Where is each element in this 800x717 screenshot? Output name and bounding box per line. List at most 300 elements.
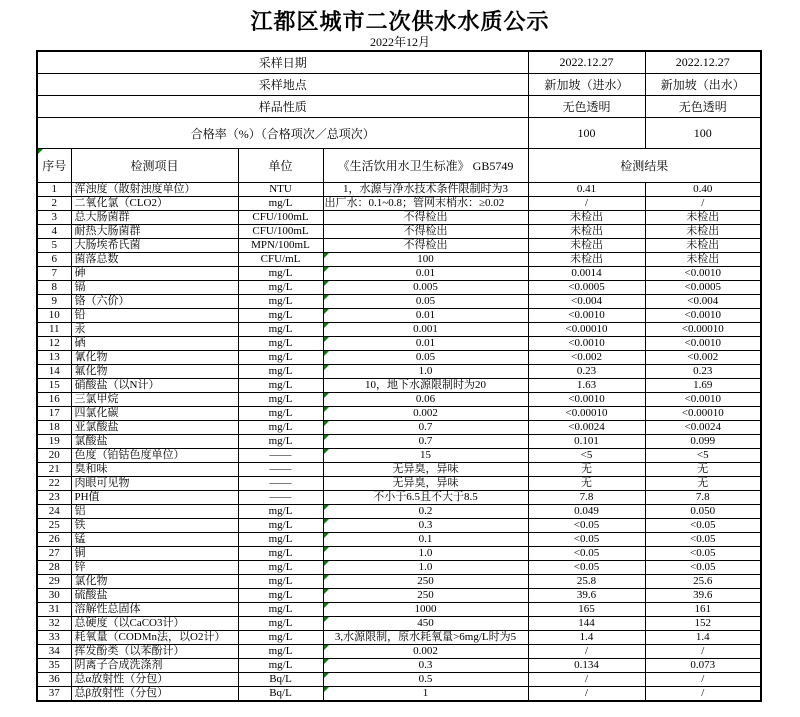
result-outlet-cell-text: 未检出: [686, 253, 720, 265]
item-cell-text: 四氯化碳: [74, 407, 119, 419]
item-cell-text: 总α放射性（分包）: [74, 673, 169, 685]
table-row: [37, 379, 761, 393]
result-outlet-cell-text: 无: [697, 477, 709, 489]
table-row: [37, 309, 761, 323]
col-header-no-label: 序号: [42, 159, 67, 173]
unit-cell-text: NTU: [269, 183, 292, 195]
standard-cell-text: 0.05: [415, 295, 436, 307]
standard-cell: [323, 659, 528, 673]
item-cell-text: 氰化物: [74, 351, 108, 363]
standard-cell-text: 3,水源限制，原水耗氧量>6mg/L时为5: [334, 631, 517, 643]
item-cell: [71, 407, 238, 421]
result-inlet-cell-text: 25.8: [576, 575, 597, 587]
unit-cell-text: Bq/L: [269, 673, 292, 685]
unit-cell: [238, 659, 323, 673]
result-inlet-cell-text: <0.05: [573, 561, 600, 573]
item-cell-text: 大肠埃希氏菌: [74, 239, 141, 251]
unit-cell-text: mg/L: [268, 281, 293, 293]
standard-cell-text: 250: [417, 589, 434, 601]
result-outlet-cell-text: 未检出: [686, 225, 720, 237]
item-cell: [71, 687, 238, 702]
item-cell-text: 汞: [74, 323, 86, 335]
result-outlet-cell: [645, 323, 761, 337]
row-no-cell: [37, 225, 71, 239]
result-inlet-cell: [528, 631, 645, 645]
unit-cell-text: mg/L: [268, 575, 293, 587]
cell-flag-triangle-icon: [324, 547, 329, 552]
item-cell: [71, 253, 238, 267]
item-cell: [71, 477, 238, 491]
standard-cell-text: 0.7: [418, 435, 433, 447]
item-cell: [71, 519, 238, 533]
row-no-cell: [37, 631, 71, 645]
item-cell: [71, 645, 238, 659]
cell-flag-triangle-icon: [324, 519, 329, 524]
standard-cell-text: 出厂水：0.1~0.8；管网末梢水：≥0.02: [324, 197, 505, 209]
item-cell-text: PH值: [74, 491, 100, 503]
result-inlet-cell: [528, 673, 645, 687]
table-row: [37, 547, 761, 561]
standard-cell: [323, 589, 528, 603]
standard-cell-text: 0.06: [415, 393, 436, 405]
standard-cell-text: 250: [417, 575, 434, 587]
item-cell: [71, 281, 238, 295]
item-cell-text: 铝: [74, 505, 86, 517]
standard-cell: [323, 533, 528, 547]
result-inlet-cell: [528, 239, 645, 253]
cell-flag-triangle-icon: [324, 561, 329, 566]
result-outlet-cell-text: <0.05: [690, 533, 716, 545]
row-no-cell-text: 30: [48, 589, 60, 601]
standard-cell-text: 0.01: [415, 267, 436, 279]
result-outlet-cell-text: /: [701, 197, 705, 209]
result-outlet-cell: [645, 575, 761, 589]
summary-row: [37, 74, 761, 96]
result-outlet-cell-text: 39.6: [693, 589, 713, 601]
table-row: [37, 225, 761, 239]
table-row: [37, 323, 761, 337]
row-no-cell-text: 34: [48, 645, 60, 657]
row-no-cell-text: 36: [48, 673, 60, 685]
item-cell: [71, 211, 238, 225]
unit-cell: [238, 365, 323, 379]
standard-cell: [323, 575, 528, 589]
result-outlet-cell: [645, 379, 761, 393]
row-no-cell: [37, 337, 71, 351]
standard-cell: [323, 505, 528, 519]
item-cell: [71, 421, 238, 435]
result-outlet-cell-text: 0.050: [690, 505, 716, 517]
result-inlet-cell: [528, 323, 645, 337]
item-cell-text: 铅: [74, 309, 86, 321]
result-outlet-cell: [645, 491, 761, 505]
result-inlet-cell-text: 无: [581, 463, 593, 475]
table-row: [37, 183, 761, 197]
item-cell-text: 锰: [74, 533, 86, 545]
standard-cell-text: 0.005: [413, 281, 438, 293]
result-outlet-cell: [645, 239, 761, 253]
result-outlet-cell: [645, 267, 761, 281]
standard-cell-text: 0.2: [418, 505, 433, 517]
result-inlet-cell: [528, 379, 645, 393]
unit-cell-text: mg/L: [268, 435, 293, 447]
item-cell: [71, 589, 238, 603]
unit-cell: [238, 379, 323, 393]
unit-cell: [238, 505, 323, 519]
table-row: [37, 197, 761, 211]
cell-flag-triangle-icon: [324, 435, 329, 440]
item-cell-text: 硒: [74, 337, 86, 349]
standard-cell-text: 无异臭，异味: [392, 463, 459, 475]
result-outlet-cell: [645, 659, 761, 673]
unit-cell: [238, 281, 323, 295]
result-inlet-cell: [528, 449, 645, 463]
item-cell-text: 总硬度（以CaCO3计）: [74, 617, 185, 629]
result-inlet-cell: [528, 519, 645, 533]
unit-cell-text: CFU/100mL: [252, 225, 309, 237]
cell-flag-triangle-icon: [324, 267, 329, 272]
unit-cell: [238, 575, 323, 589]
item-cell-text: 色度（铂钴色度单位）: [74, 449, 185, 461]
standard-cell-text: 0.001: [413, 323, 438, 335]
item-cell: [71, 309, 238, 323]
result-outlet-cell: [645, 561, 761, 575]
row-no-cell-text: 5: [51, 239, 57, 251]
unit-cell: [238, 351, 323, 365]
cell-flag-triangle-icon: [324, 533, 329, 538]
result-inlet-cell-text: 144: [578, 617, 595, 629]
cell-flag-triangle-icon: [324, 309, 329, 314]
row-no-cell: [37, 379, 71, 393]
cell-flag-triangle-icon: [324, 365, 329, 370]
row-no-cell-text: 11: [48, 323, 60, 335]
result-inlet-cell-text: <0.05: [573, 519, 600, 531]
result-inlet-cell: [528, 477, 645, 491]
result-outlet-cell-text: <0.00010: [681, 323, 724, 335]
result-outlet-cell-text: 无: [697, 463, 709, 475]
unit-cell-text: mg/L: [268, 365, 293, 377]
row-no-cell-text: 2: [51, 197, 57, 209]
result-inlet-cell-text: /: [584, 197, 589, 209]
result-inlet-cell-text: <0.0005: [568, 281, 605, 293]
row-no-cell: [37, 589, 71, 603]
item-cell-text: 臭和味: [74, 463, 108, 475]
result-outlet-cell: [645, 281, 761, 295]
row-no-cell-text: 37: [48, 687, 60, 699]
table-row: [37, 351, 761, 365]
row-no-cell: [37, 435, 71, 449]
unit-cell: [238, 463, 323, 477]
row-no-cell-text: 12: [48, 337, 60, 349]
result-inlet-cell: [528, 589, 645, 603]
summary-row: [37, 96, 761, 118]
item-cell: [71, 323, 238, 337]
row-no-cell: [37, 477, 71, 491]
item-cell-text: 硫酸盐: [74, 589, 108, 601]
result-outlet-cell-text: 1.4: [695, 631, 710, 643]
cell-flag-triangle-icon: [324, 253, 329, 258]
standard-cell-text: 100: [417, 253, 434, 265]
unit-cell: [238, 603, 323, 617]
unit-cell-text: MPN/100mL: [251, 239, 310, 251]
unit-cell: [238, 393, 323, 407]
result-outlet-cell: [645, 533, 761, 547]
item-cell: [71, 449, 238, 463]
standard-cell-text: 0.5: [418, 673, 433, 685]
unit-cell-text: mg/L: [268, 323, 293, 335]
unit-cell-text: mg/L: [268, 309, 293, 321]
result-outlet-cell: [645, 645, 761, 659]
result-inlet-cell-text: 0.049: [574, 505, 599, 517]
standard-cell-text: 450: [417, 617, 434, 629]
result-outlet-cell: [645, 519, 761, 533]
cell-flag-triangle-icon: [324, 603, 329, 608]
result-outlet-cell-text: <0.05: [690, 561, 716, 573]
row-no-cell-text: 4: [51, 225, 57, 237]
result-outlet-cell: [645, 463, 761, 477]
result-outlet-cell-text: 1.69: [693, 379, 713, 391]
row-no-cell: [37, 673, 71, 687]
unit-cell: [238, 183, 323, 197]
result-outlet-cell: [645, 603, 761, 617]
item-cell-text: 总β放射性（分包）: [74, 687, 169, 699]
cell-flag-triangle-icon: [324, 351, 329, 356]
unit-cell-text: ——: [269, 449, 292, 461]
table-row: [37, 211, 761, 225]
cell-flag-triangle-icon: [324, 281, 329, 286]
result-outlet-cell-text: <0.0010: [684, 337, 721, 349]
item-cell: [71, 463, 238, 477]
cell-flag-triangle-icon: [324, 295, 329, 300]
row-no-cell: [37, 351, 71, 365]
result-outlet-cell-text: <0.0010: [684, 309, 721, 321]
item-cell-text: 阴离子合成洗涤剂: [74, 659, 163, 671]
unit-cell-text: mg/L: [268, 617, 293, 629]
row-no-cell-text: 26: [48, 533, 60, 545]
item-cell-text: 总大肠菌群: [74, 211, 130, 223]
col-header-no: [37, 149, 71, 183]
unit-cell-text: mg/L: [268, 393, 293, 405]
item-cell-text: 耗氧量（CODMn法，以O2计）: [74, 631, 226, 643]
result-inlet-cell: [528, 659, 645, 673]
result-inlet-cell-text: <0.05: [573, 547, 600, 559]
result-outlet-cell: [645, 407, 761, 421]
result-outlet-cell-text: 0.40: [693, 183, 713, 195]
standard-cell-text: 0.7: [418, 421, 433, 433]
result-inlet-cell-text: 39.6: [576, 589, 597, 601]
result-outlet-cell-text: 152: [694, 617, 712, 629]
unit-cell: [238, 491, 323, 505]
item-cell: [71, 197, 238, 211]
standard-cell: [323, 673, 528, 687]
table-row: [37, 687, 761, 702]
row-no-cell-text: 21: [48, 463, 60, 475]
row-no-cell: [37, 659, 71, 673]
result-inlet-cell-text: 0.134: [574, 659, 599, 671]
col-header-standard: [323, 149, 528, 183]
standard-cell: [323, 407, 528, 421]
unit-cell-text: mg/L: [268, 197, 293, 209]
result-outlet-cell: [645, 589, 761, 603]
table-row: [37, 253, 761, 267]
cell-flag-triangle-icon: [324, 421, 329, 426]
item-cell-text: 氯化物: [74, 575, 108, 587]
standard-cell: [323, 281, 528, 295]
result-inlet-cell: [528, 351, 645, 365]
cell-flag-triangle-icon: [324, 393, 329, 398]
result-outlet-cell-text: 0.099: [690, 435, 716, 447]
item-cell-text: 砷: [74, 267, 86, 279]
result-inlet-cell-text: 未检出: [570, 211, 604, 223]
unit-cell-text: CFU/100mL: [252, 211, 309, 223]
row-no-cell-text: 24: [48, 505, 60, 517]
row-no-cell: [37, 561, 71, 575]
summary-value: 新加坡（出水）: [645, 74, 761, 96]
unit-cell: [238, 631, 323, 645]
standard-cell-text: 0.3: [418, 659, 433, 671]
item-cell: [71, 225, 238, 239]
standard-cell-text: 不得检出: [403, 211, 448, 223]
standard-cell: [323, 379, 528, 393]
row-no-cell: [37, 449, 71, 463]
result-outlet-cell-text: <0.004: [687, 295, 719, 307]
result-inlet-cell-text: 7.8: [579, 491, 594, 503]
col-header-item: [71, 149, 238, 183]
result-inlet-cell: [528, 575, 645, 589]
table-row: [37, 393, 761, 407]
row-no-cell: [37, 407, 71, 421]
result-inlet-cell: [528, 645, 645, 659]
standard-cell-text: 1.0: [418, 561, 433, 573]
row-no-cell: [37, 183, 71, 197]
item-cell-text: 镉: [74, 281, 86, 293]
data-section: [37, 183, 761, 702]
result-inlet-cell-text: 0.41: [576, 183, 597, 195]
result-inlet-cell: [528, 365, 645, 379]
water-quality-table: [36, 50, 762, 702]
row-no-cell-text: 1: [51, 183, 57, 195]
standard-cell-text: 1.0: [418, 547, 433, 559]
row-no-cell: [37, 547, 71, 561]
row-no-cell-text: 6: [51, 253, 57, 265]
item-cell-text: 三氯甲烷: [74, 393, 119, 405]
standard-cell-text: 无异臭，异味: [392, 477, 459, 489]
result-inlet-cell: [528, 687, 645, 702]
unit-cell-text: mg/L: [268, 645, 293, 657]
result-outlet-cell-text: /: [701, 645, 705, 657]
table-row: [37, 645, 761, 659]
result-inlet-cell: [528, 393, 645, 407]
table-row: [37, 239, 761, 253]
row-no-cell-text: 31: [48, 603, 60, 615]
standard-cell-text: 不得检出: [403, 239, 448, 251]
unit-cell-text: mg/L: [268, 267, 293, 279]
row-no-cell-text: 22: [48, 477, 60, 489]
row-no-cell-text: 29: [48, 575, 60, 587]
unit-cell-text: mg/L: [268, 351, 293, 363]
unit-cell-text: mg/L: [268, 561, 293, 573]
standard-cell-text: 10，地下水源限制时为20: [365, 379, 486, 391]
result-inlet-cell-text: /: [584, 687, 589, 699]
unit-cell: [238, 267, 323, 281]
summary-label: 合格率（%）（合格项次／总项次）: [37, 118, 528, 149]
row-no-cell: [37, 281, 71, 295]
standard-cell: [323, 309, 528, 323]
row-no-cell: [37, 393, 71, 407]
row-no-cell-text: 16: [48, 393, 60, 405]
standard-cell: [323, 253, 528, 267]
table-row: [37, 421, 761, 435]
item-cell-text: 锌: [74, 561, 86, 573]
standard-cell-text: 15: [420, 449, 431, 461]
result-inlet-cell: [528, 547, 645, 561]
result-inlet-cell-text: <0.0024: [568, 421, 605, 433]
standard-cell-text: 1000: [414, 603, 437, 615]
result-inlet-cell: [528, 295, 645, 309]
item-cell: [71, 617, 238, 631]
result-outlet-cell-text: 未检出: [686, 211, 720, 223]
item-cell-text: 氯酸盐: [74, 435, 108, 447]
col-header-result: [528, 149, 761, 183]
standard-cell: [323, 393, 528, 407]
item-cell-text: 氟化物: [74, 365, 108, 377]
result-inlet-cell-text: /: [584, 645, 589, 657]
table-row: [37, 295, 761, 309]
standard-cell-text: 0.05: [415, 351, 436, 363]
summary-section: [37, 51, 761, 149]
col-header-unit: [238, 149, 323, 183]
item-cell: [71, 379, 238, 393]
result-inlet-cell-text: 未检出: [570, 225, 604, 237]
standard-cell-text: 0.01: [415, 337, 436, 349]
result-inlet-cell-text: <0.0010: [568, 337, 605, 349]
unit-cell: [238, 589, 323, 603]
row-no-cell: [37, 295, 71, 309]
standard-cell: [323, 631, 528, 645]
cell-flag-triangle-icon: [324, 575, 329, 580]
result-inlet-cell: [528, 225, 645, 239]
row-no-cell-text: 32: [48, 617, 60, 629]
standard-cell: [323, 295, 528, 309]
result-inlet-cell-text: 1.4: [579, 631, 594, 643]
unit-cell: [238, 645, 323, 659]
result-inlet-cell-text: 无: [581, 477, 593, 489]
result-inlet-cell-text: <0.00010: [565, 323, 608, 335]
item-cell: [71, 505, 238, 519]
row-no-cell-text: 10: [48, 309, 60, 321]
table-row: [37, 267, 761, 281]
cell-flag-triangle-icon: [324, 687, 329, 692]
row-no-cell: [37, 491, 71, 505]
unit-cell-text: mg/L: [268, 505, 293, 517]
result-inlet-cell: [528, 267, 645, 281]
summary-value: 新加坡（进水）: [528, 74, 645, 96]
table-row: [37, 463, 761, 477]
row-no-cell-text: 28: [48, 561, 60, 573]
unit-cell: [238, 211, 323, 225]
cell-flag-triangle-icon: [324, 673, 329, 678]
result-outlet-cell: [645, 225, 761, 239]
standard-cell-text: 0.002: [413, 407, 438, 419]
table-row: [37, 603, 761, 617]
result-outlet-cell-text: 0.23: [693, 365, 713, 377]
table-row: [37, 407, 761, 421]
row-no-cell: [37, 267, 71, 281]
result-outlet-cell: [645, 337, 761, 351]
unit-cell-text: ——: [269, 491, 292, 503]
result-inlet-cell-text: <0.002: [571, 351, 602, 363]
result-inlet-cell: [528, 421, 645, 435]
